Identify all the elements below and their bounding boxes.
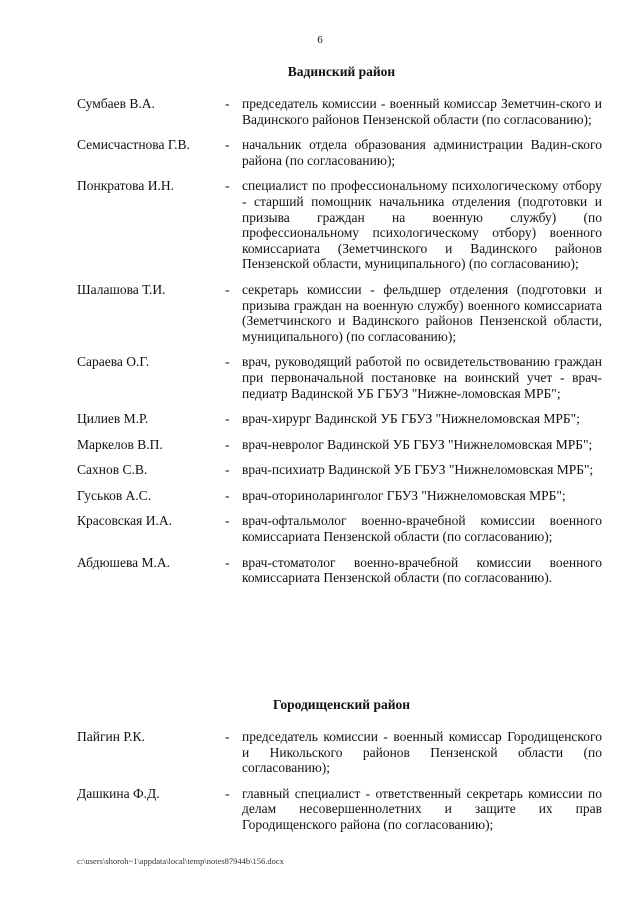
member-name: Цилиев М.Р. bbox=[77, 411, 149, 427]
section-vadinsky bbox=[77, 64, 602, 596]
member-role: врач-офтальмолог военно-врачебной комиссии военного комиссариата Пензенской области (по согласованию); bbox=[242, 513, 602, 545]
dash: - bbox=[225, 354, 230, 370]
dash: - bbox=[225, 137, 230, 153]
list-item bbox=[77, 411, 602, 427]
dash: - bbox=[225, 513, 230, 529]
member-name: Семисчастнова Г.В. bbox=[77, 137, 190, 153]
member-name: Абдюшева М.А. bbox=[77, 554, 171, 570]
footer-file-path: c:\users\shoroh~1\appdata\local\temp\notes87944b\156.docx bbox=[77, 856, 284, 866]
member-name: Гуськов А.С. bbox=[77, 487, 152, 503]
section-title: Вадинский район bbox=[287, 64, 396, 79]
list-item bbox=[77, 96, 602, 127]
member-role: председатель комиссии - военный комиссар Городищенского и Никольского районов Пензенской области (по согласованию); bbox=[242, 729, 602, 776]
list-item bbox=[77, 488, 602, 504]
list-item bbox=[77, 462, 602, 478]
dash: - bbox=[225, 178, 230, 194]
member-name: Дашкина Ф.Д. bbox=[77, 785, 160, 801]
list-item bbox=[77, 354, 602, 401]
member-role: врач-невролог Вадинской УБ ГБУЗ "Нижнеломовская МРБ"; bbox=[242, 436, 593, 452]
member-name: Красовская И.А. bbox=[77, 513, 172, 529]
member-name: Маркелов В.П. bbox=[77, 436, 163, 452]
list-item bbox=[77, 178, 602, 272]
dash: - bbox=[225, 462, 230, 478]
dash: - bbox=[225, 487, 230, 503]
section-gorodishchensky bbox=[77, 697, 602, 843]
dash: - bbox=[225, 411, 230, 427]
member-role: врач-стоматолог военно-врачебной комиссии военного комиссариата Пензенской области (по согласованию). bbox=[242, 554, 602, 586]
list-item bbox=[77, 786, 602, 833]
list-item bbox=[77, 729, 602, 776]
member-role: врач, руководящий работой по освидетельствованию граждан при первоначальной постановке на воинский учет - врач-педиатр Вадинской УБ ГБУЗ "Нижне-ломовская МРБ"; bbox=[242, 354, 602, 401]
member-name: Сумбаев В.А. bbox=[77, 96, 155, 111]
member-name: Шалашова Т.И. bbox=[77, 281, 166, 297]
list-item bbox=[77, 555, 602, 586]
member-role: начальник отдела образования администрации Вадин-ского района (по согласованию); bbox=[242, 137, 602, 168]
member-role: врач-хирург Вадинской УБ ГБУЗ "Нижнеломовская МРБ"; bbox=[242, 411, 580, 427]
member-role: председатель комиссии - военный комиссар Земетчин-ского и Вадинского районов Пензенской области (по согласованию); bbox=[242, 96, 602, 127]
member-name: Понкратова И.Н. bbox=[77, 178, 174, 194]
member-role: врач-психиатр Вадинской УБ ГБУЗ "Нижнеломовская МРБ"; bbox=[242, 462, 594, 478]
dash: - bbox=[225, 96, 230, 111]
dash: - bbox=[225, 785, 230, 801]
dash: - bbox=[225, 554, 230, 570]
list-item bbox=[77, 437, 602, 453]
list-item bbox=[77, 137, 602, 168]
member-name: Сараева О.Г. bbox=[77, 354, 150, 370]
member-name: Сахнов С.В. bbox=[77, 462, 148, 478]
section-title: Городищенский район bbox=[272, 697, 411, 712]
member-role: главный специалист - ответственный секретарь комиссии по делам несовершеннолетних и защите их прав Городищенского района (по согласованию); bbox=[242, 785, 602, 832]
dash: - bbox=[225, 436, 230, 452]
dash: - bbox=[225, 281, 230, 297]
member-role: специалист по профессиональному психологическому отбору - старший помощник начальника отделения (подготовки и призыва граждан на военную службу) (по профессиональному психологическому отбору) военного комиссариата (Земетчинского и Вадинского районов Пензенской области, муниципального) (по согласованию); bbox=[242, 178, 602, 272]
list-item bbox=[77, 282, 602, 344]
member-name: Пайгин Р.К. bbox=[77, 729, 145, 744]
dash: - bbox=[225, 729, 230, 744]
page-number: 6 bbox=[317, 34, 323, 46]
member-role: врач-оториноларинголог ГБУЗ "Нижнеломовская МРБ"; bbox=[242, 487, 566, 503]
list-item bbox=[77, 513, 602, 544]
member-role: секретарь комиссии - фельдшер отделения (подготовки и призыва граждан на военную службу) военного комиссариата (Земетчинского и Вадинского районов Пензенской области, муниципального) (по согласованию); bbox=[242, 281, 602, 344]
